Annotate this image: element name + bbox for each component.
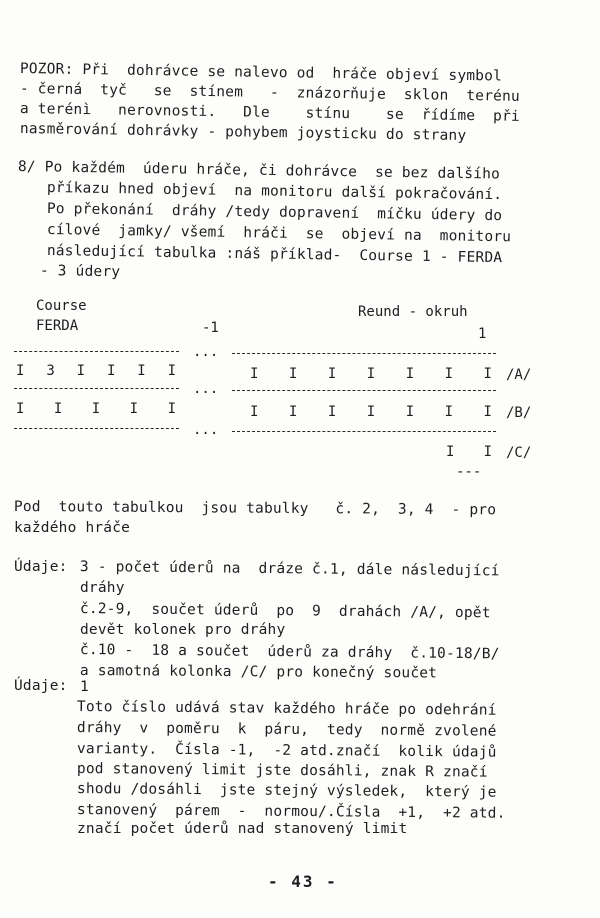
table-ellipsis: ... [193, 381, 219, 397]
table-cell: I [288, 366, 298, 382]
row-c-dashes: --- [456, 464, 482, 480]
text-line: stanovený párem - normou/.Čísla +1, +2 atd. [76, 802, 506, 822]
row-c-cells [446, 445, 492, 459]
text-line: dráhy v poměru k páru, tedy normě zvolené [76, 720, 497, 740]
text-line: varianty. Čísla -1, -2 atd.značí kolik údajů [76, 741, 497, 761]
udaje-label: Údaje: [14, 678, 68, 694]
table-rule [14, 388, 179, 389]
table-cell: I [366, 404, 376, 420]
course-label: Course [36, 298, 87, 314]
row-b-label: /B/ [506, 405, 532, 421]
text-line: a terénì nerovnosti. Dle stínu se řídíme při [19, 101, 521, 125]
row-b-right-cells [250, 405, 492, 419]
table-cell: 3 [46, 363, 55, 379]
table-rule [232, 353, 496, 354]
text-line: shodu /dosáhli jste stejný výsledek, který je [76, 781, 497, 801]
table-rule [232, 431, 496, 432]
text-line: značí počet úderů nad stanovený limit [77, 821, 408, 837]
table-cell: I [129, 401, 139, 417]
table-cell: I [137, 363, 146, 379]
table-rule [14, 428, 179, 429]
text-line: - černá tyč se stínem - znázorňuje sklon terénu [19, 81, 521, 105]
table-cell: I [405, 404, 415, 420]
row-a-right-cells [250, 367, 492, 381]
table-cell: I [16, 363, 25, 379]
text-line: č.2-9, součet úderů po 9 drahách /A/, opět [79, 601, 491, 622]
page-number: - 43 - [268, 872, 338, 891]
course-offset: -1 [202, 320, 219, 336]
table-cell: I [366, 366, 376, 382]
table-rule [232, 390, 496, 391]
text-line: příkazu hned objeví na monitoru další pokračování. [46, 180, 503, 204]
table-cell: I [167, 363, 176, 379]
text-line: Toto číslo udává stav každého hráče po odehrání [76, 699, 497, 719]
table-cell: I [53, 401, 63, 417]
table-cell: I [483, 444, 492, 460]
table-cell: I [483, 404, 492, 420]
table-cell: I [288, 404, 298, 420]
table-cell: I [405, 366, 415, 382]
text-line: - 3 údery [39, 263, 121, 281]
course-name: FERDA [36, 318, 79, 334]
row-b-left-cells [16, 402, 176, 416]
table-ellipsis: ... [193, 422, 219, 438]
table-cell: I [327, 404, 337, 420]
text-line: Po překonání dráhy /tedy dopravení míčku údery do [46, 201, 503, 225]
table-rule [14, 351, 179, 352]
table-cell: I [91, 401, 101, 417]
row-c-label: /C/ [506, 445, 532, 461]
table-cell: I [446, 444, 455, 460]
table-ellipsis: ... [193, 344, 219, 360]
text-line: č.10 - 18 a součet úderů za dráhy č.10-18/B/ [79, 642, 500, 663]
text-line: každého hráče [14, 520, 131, 536]
table-cell: I [444, 366, 454, 382]
text-line: Pod touto tabulkou jsou tabulky č. 2, 3, 4 - pro [13, 499, 497, 519]
table-cell: I [444, 404, 454, 420]
text-line: dráhy [80, 580, 125, 596]
text-line: pod stanovený limit jste dosáhli, znak R značí [76, 761, 488, 781]
table-cell: I [327, 366, 337, 382]
table-cell: I [250, 366, 259, 382]
row-a-label: /A/ [506, 367, 532, 383]
text-line: cílové jamky/ všemí hráči se objeví na monitoru [46, 222, 512, 246]
table-cell: I [106, 363, 116, 379]
round-number: 1 [478, 326, 487, 342]
text-line: devět kolonek pro dráhy [80, 622, 286, 638]
text-line: 8/ Po každém úderu hráče, či dohrávce se bez dalšího [17, 159, 501, 183]
text-line: nasměrování dohrávky - pohybem joysticku do strany [19, 121, 467, 145]
table-cell: I [250, 404, 259, 420]
table-cell: I [483, 366, 492, 382]
udaje-label: Údaje: [14, 559, 68, 575]
text-line: 3 - počet úderů na dráze č.1, dále následující [79, 559, 500, 580]
round-label: Reund - okruh [358, 304, 468, 320]
text-line: POZOR: Při dohrávce se nalevo od hráče objeví symbol [19, 61, 503, 85]
table-cell: I [76, 363, 86, 379]
udaje-value: 1 [80, 679, 89, 695]
row-a-left-cells [16, 364, 176, 378]
text-line: a samotná kolonka /C/ pro konečný součet [79, 663, 438, 682]
table-cell: I [16, 401, 25, 417]
text-line: následující tabulka :náš příklad- Course 1 - FERDA [46, 243, 503, 267]
table-cell: I [167, 401, 176, 417]
